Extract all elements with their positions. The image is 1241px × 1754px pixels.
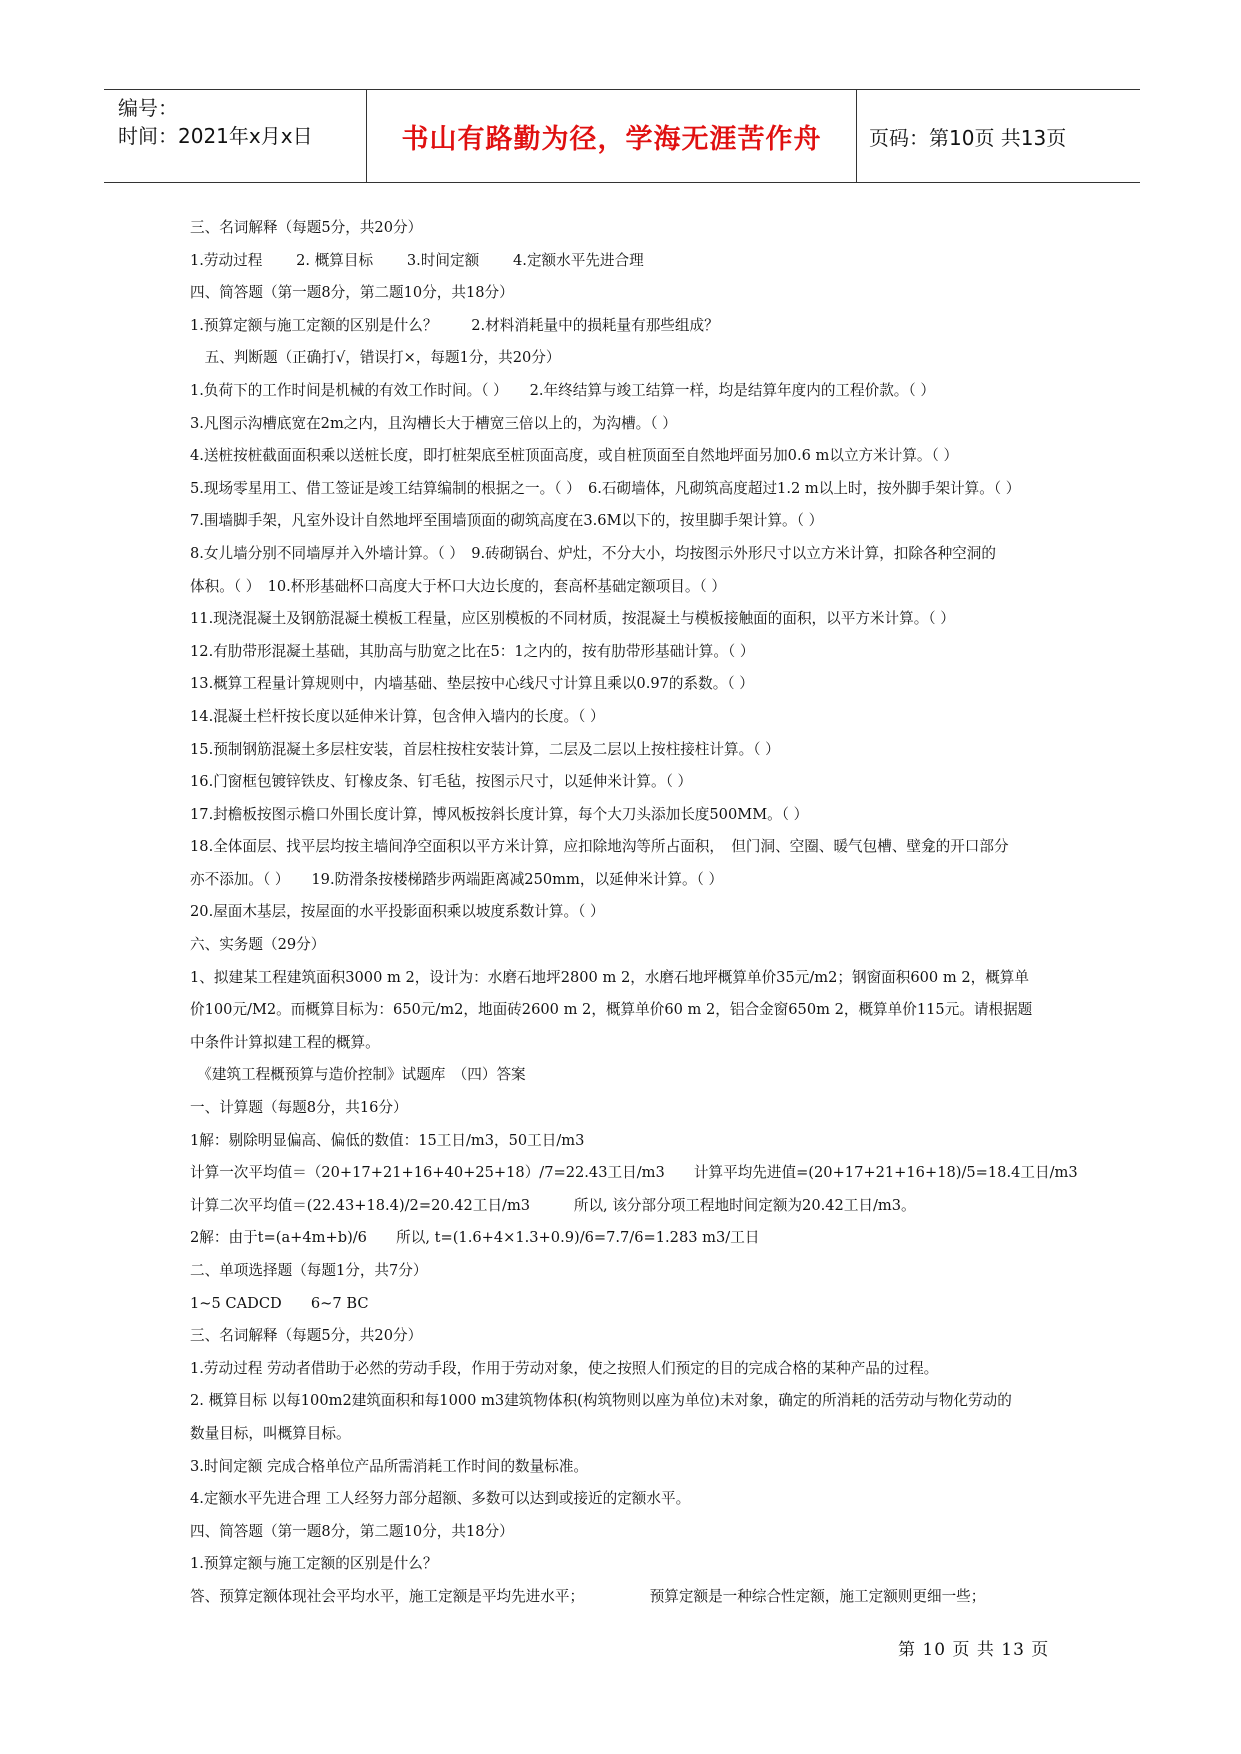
- text-line: 五、判断题（正确打√，错误打×，每题1分，共20分）: [190, 349, 561, 367]
- text-line: 1.劳动过程 劳动者借助于必然的劳动手段，作用于劳动对象，使之按照人们预定的目的完成合格的某种产品的过程。: [190, 1359, 939, 1377]
- page-header: [104, 89, 1140, 183]
- text-line: 17.封檐板按图示檐口外围长度计算，博风板按斜长度计算，每个大刀头添加长度500MM。（ ）: [190, 805, 809, 823]
- text-line: 六、实务题（29分）: [190, 936, 326, 954]
- page-footer: 第 10 页 共 13 页: [898, 1640, 1050, 1660]
- text-line: 12.有肋带形混凝土基础，其肋高与肋宽之比在5：1之内的，按有肋带形基础计算。（ ）: [190, 642, 755, 660]
- text-line: 三、名词解释（每题5分，共20分）: [190, 1327, 423, 1345]
- text-line: 计算一次平均值＝（20+17+21+16+40+25+18）/7=22.43工日/m3 计算平均先进值=(20+17+21+16+18)/5=18.4工日/m3: [190, 1164, 1078, 1182]
- page-info: 页码：第10页 共13页: [869, 125, 1067, 150]
- text-line: 1.负荷下的工作时间是机械的有效工作时间。（ ） 2.年终结算与竣工结算一样，均是结算年度内的工程价款。（ ）: [190, 381, 935, 399]
- text-line: 5.现场零星用工、借工签证是竣工结算编制的根据之一。（ ） 6.石砌墙体，凡砌筑高度超过1.2 m以上时，按外脚手架计算。（ ）: [190, 479, 1021, 497]
- text-line: 4.送桩按桩截面面积乘以送桩长度，即打桩架底至桩顶面高度，或自桩顶面至自然地坪面另加0.6 m以立方米计算。（ ）: [190, 447, 959, 465]
- text-line: 1~5 CADCD 6~7 BC: [190, 1294, 369, 1312]
- text-line: 三、名词解释（每题5分，共20分）: [190, 219, 423, 236]
- text-line: 一、计算题（每题8分，共16分）: [190, 1099, 408, 1117]
- header-page-cell: [857, 90, 1140, 182]
- text-line: 14.混凝土栏杆按长度以延伸米计算，包含伸入墙内的长度。（ ）: [190, 707, 605, 725]
- text-line: 《建筑工程概预算与造价控制》试题库 （四）答案: [190, 1066, 526, 1084]
- text-line: 二、单项选择题（每题1分，共7分）: [190, 1262, 428, 1279]
- text-line: 计算二次平均值＝(22.43+18.4)/2=20.42工日/m3 所以, 该分部分项工程地时间定额为20.42工日/m3。: [190, 1196, 916, 1214]
- text-line: 3.时间定额 完成合格单位产品所需消耗工作时间的数量标准。: [190, 1457, 589, 1475]
- text-line: 价100元/M2。而概算目标为：650元/m2，地面砖2600 m 2，概算单价60 m 2，铝合金窗650m 2，概算单价115元。请根据题: [190, 1001, 1033, 1019]
- text-line: 11.现浇混凝土及钢筋混凝土模板工程量，应区别模板的不同材质，按混凝土与模板接触面的面积，以平方米计算。（ ）: [190, 610, 955, 628]
- text-line: 20.屋面木基层，按屋面的水平投影面积乘以坡度系数计算。（ ）: [190, 903, 605, 921]
- text-line: 中条件计算拟建工程的概算。: [190, 1033, 380, 1051]
- text-line: 3.凡图示沟槽底宽在2m之内，且沟槽长大于槽宽三倍以上的，为沟槽。（ ）: [190, 414, 677, 432]
- time-label: 时间：2021年x月x日: [118, 124, 313, 148]
- text-line: 4.定额水平先进合理 工人经努力部分超额、多数可以达到或接近的定额水平。: [190, 1490, 691, 1508]
- text-line: 2解：由于t=(a+4m+b)/6 所以, t=(1.6+4×1.3+0.9)/6=7.7/6=1.283 m3/工日: [190, 1229, 760, 1247]
- text-line: 体积。（ ） 10.杯形基础杯口高度大于杯口大边长度的，套高杯基础定额项目。（ ）: [190, 577, 726, 595]
- document-body: [190, 212, 1078, 1614]
- text-line: 数量目标，叫概算目标。: [190, 1424, 351, 1442]
- text-line: 亦不添加。（ ） 19.防滑条按楼梯踏步两端距离减250mm，以延伸米计算。（ ）: [190, 870, 724, 888]
- text-line: 四、简答题（第一题8分，第二题10分，共18分）: [190, 1522, 514, 1540]
- motto: 书山有路勤为径，学海无涯苦作舟: [401, 123, 822, 155]
- number-label: 编号：: [118, 96, 178, 120]
- text-line: 答、预算定额体现社会平均水平，施工定额是平均先进水平； 预算定额是一种综合性定额，施工定额则更细一些；: [190, 1587, 986, 1605]
- text-line: 2. 概算目标 以每100m2建筑面积和每1000 m3建筑物体积(构筑物则以座为单位)未对象，确定的所消耗的活劳动与物化劳动的: [190, 1392, 1012, 1410]
- header-meta: [104, 90, 367, 182]
- text-line: 18.全体面层、找平层均按主墙间净空面积以平方米计算，应扣除地沟等所占面积， 但门洞、空圈、暖气包槽、壁龛的开口部分: [190, 838, 1009, 856]
- text-line: 16.门窗框包镀锌铁皮、钉橡皮条、钉毛毡，按图示尺寸，以延伸米计算。（ ）: [190, 773, 693, 791]
- text-line: 1.劳动过程 2. 概算目标 3.时间定额 4.定额水平先进合理: [190, 251, 644, 269]
- text-line: 7.围墙脚手架，凡室外设计自然地坪至围墙顶面的砌筑高度在3.6M以下的，按里脚手架计算。（ ）: [190, 512, 824, 530]
- header-motto-cell: [367, 90, 857, 182]
- text-line: 1.预算定额与施工定额的区别是什么？ 2.材料消耗量中的损耗量有那些组成？: [190, 316, 719, 334]
- text-line: 1.预算定额与施工定额的区别是什么？: [190, 1555, 438, 1573]
- text-line: 8.女儿墙分别不同墙厚并入外墙计算。（ ） 9.砖砌锅台、炉灶，不分大小，均按图示外形尺寸以立方米计算，扣除各种空洞的: [190, 544, 996, 562]
- text-line: 1解：剔除明显偏高、偏低的数值：15工日/m3，50工日/m3: [190, 1131, 585, 1149]
- text-line: 四、简答题（第一题8分，第二题10分，共18分）: [190, 284, 514, 302]
- text-line: 15.预制钢筋混凝土多层柱安装，首层柱按柱安装计算，二层及二层以上按柱接柱计算。（ ）: [190, 740, 780, 758]
- text-line: 13.概算工程量计算规则中，内墙基础、垫层按中心线尺寸计算且乘以0.97的系数。（ ）: [190, 675, 754, 693]
- text-line: 1、拟建某工程建筑面积3000 m 2，设计为：水磨石地坪2800 m 2，水磨石地坪概算单价35元/m2；钢窗面积600 m 2，概算单: [190, 968, 1029, 986]
